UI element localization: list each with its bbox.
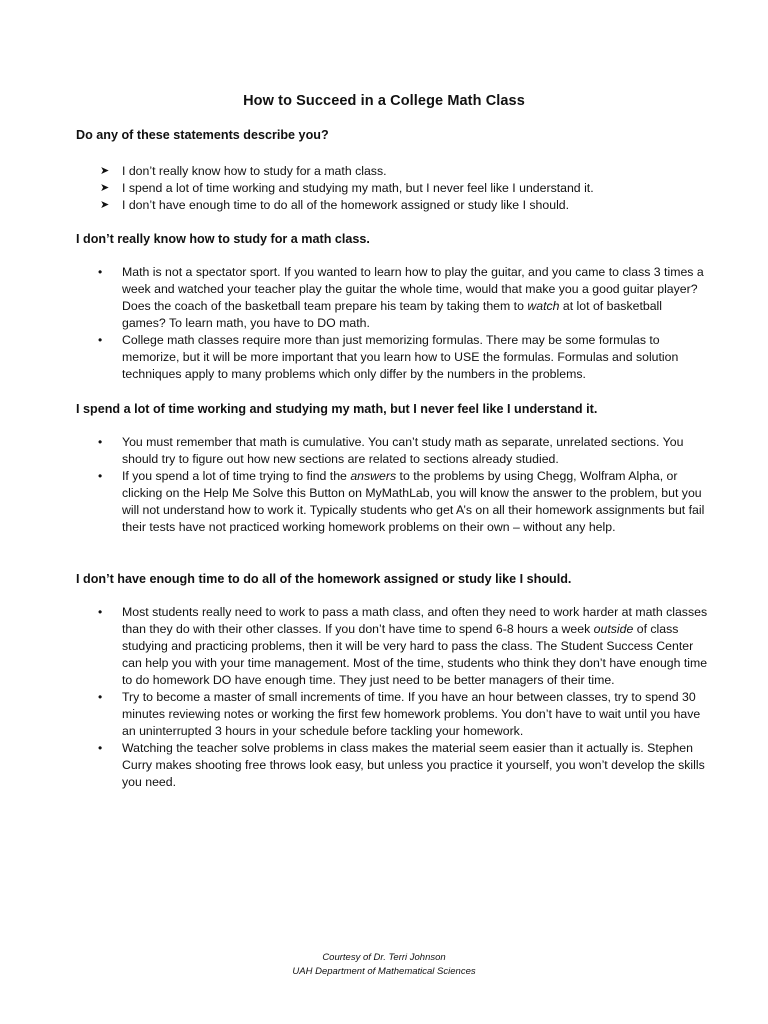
statement-item [100, 163, 594, 180]
bullet-dot-icon: • [98, 605, 103, 619]
emphasis-text: outside [593, 622, 634, 636]
arrowhead-bullet-icon: ➤ [100, 165, 110, 177]
bullet-dot-icon: • [98, 265, 103, 279]
statement-text: I spend a lot of time working and studying my math, but I never feel like I understand it. [122, 181, 594, 195]
list-item: • Math is not a spectator sport. If you wanted to learn how to play the guitar, and you came to class 3 times a week and watched your teacher play the guitar the whole time, would that make you a good guitar player? Does the coach of the basketball team prepare his team by taking them to watch at lot of basketball games? To learn math, you have to DO math. [98, 265, 704, 330]
page-title: How to Succeed in a College Math Class [243, 93, 525, 109]
statement-item [100, 180, 594, 197]
section-heading-study: I don’t really know how to study for a math class. [76, 232, 370, 246]
list-item: • Try to become a master of small increments of time. If you have an hour between classes, try to spend 30 minutes reviewing notes or working the first few homework problems. You don’t have to wait until you have an uninterrupted 3 hours in your schedule before tackling your homework. [98, 690, 701, 738]
bullet-dot-icon: • [98, 469, 103, 483]
arrowhead-bullet-icon: ➤ [100, 199, 110, 211]
section-bullets-time [98, 604, 708, 791]
list-item: • College math classes require more than just memorizing formulas. There may be some formulas to memorize, but it will be more important that you learn how to USE the formulas. Formulas and solution techniques apply to many problems which only differ by the numbers in the problems. [98, 333, 679, 381]
arrowhead-bullet-icon: ➤ [100, 182, 110, 194]
emphasis-text: answers [350, 469, 397, 483]
list-item: • If you spend a lot of time trying to find the answers to the problems by using Chegg, Wolfram Alpha, or clicking on the Help Me Solve this Button on MyMathLab, you will know the answer to the problem, but you will not understand how to work it. Typically students who get A’s on all their homework assignments but fail their tests have not practiced working homework problems on their own – without any help. [98, 469, 705, 534]
section-heading-time: I don’t have enough time to do all of the homework assigned or study like I should. [76, 572, 572, 586]
list-item: • Most students really need to work to pass a math class, and often they need to work harder at math classes than they do with their other classes. If you don’t have time to spend 6-8 hours a week outside of class studying and practicing problems, then it will be very hard to pass the class. The Student Success Center can help you with your time management. Most of the time, students who think they don’t have enough time to do homework DO have enough time. They just need to be better managers of their time. [98, 605, 708, 687]
intro-question: Do any of these statements describe you? [76, 128, 329, 142]
page-footer [0, 951, 768, 979]
bullet-dot-icon: • [98, 435, 103, 449]
section-bullets-understand [98, 434, 708, 536]
statement-item [100, 197, 594, 214]
list-item: • You must remember that math is cumulative. You can’t study math as separate, unrelated sections. You should try to figure out how new sections are related to sections already studied. [98, 435, 684, 466]
emphasis-text: watch [527, 299, 560, 313]
bullet-dot-icon: • [98, 333, 103, 347]
footer-department: UAH Department of Mathematical Sciences [292, 966, 476, 977]
bullet-dot-icon: • [98, 741, 103, 755]
statement-text: I don’t have enough time to do all of the homework assigned or study like I should. [122, 198, 570, 212]
section-bullets-study [98, 264, 708, 383]
list-item: • Watching the teacher solve problems in class makes the material seem easier than it actually is. Stephen Curry makes shooting free throws look easy, but unless you practice it yourself, you won’t develop the skills you need. [98, 741, 705, 789]
footer-credit: Courtesy of Dr. Terri Johnson [322, 952, 446, 963]
bullet-dot-icon: • [98, 690, 103, 704]
statement-text: I don’t really know how to study for a math class. [122, 164, 387, 178]
section-heading-understand: I spend a lot of time working and studying my math, but I never feel like I understand it. [76, 402, 598, 416]
statement-list [100, 163, 594, 214]
